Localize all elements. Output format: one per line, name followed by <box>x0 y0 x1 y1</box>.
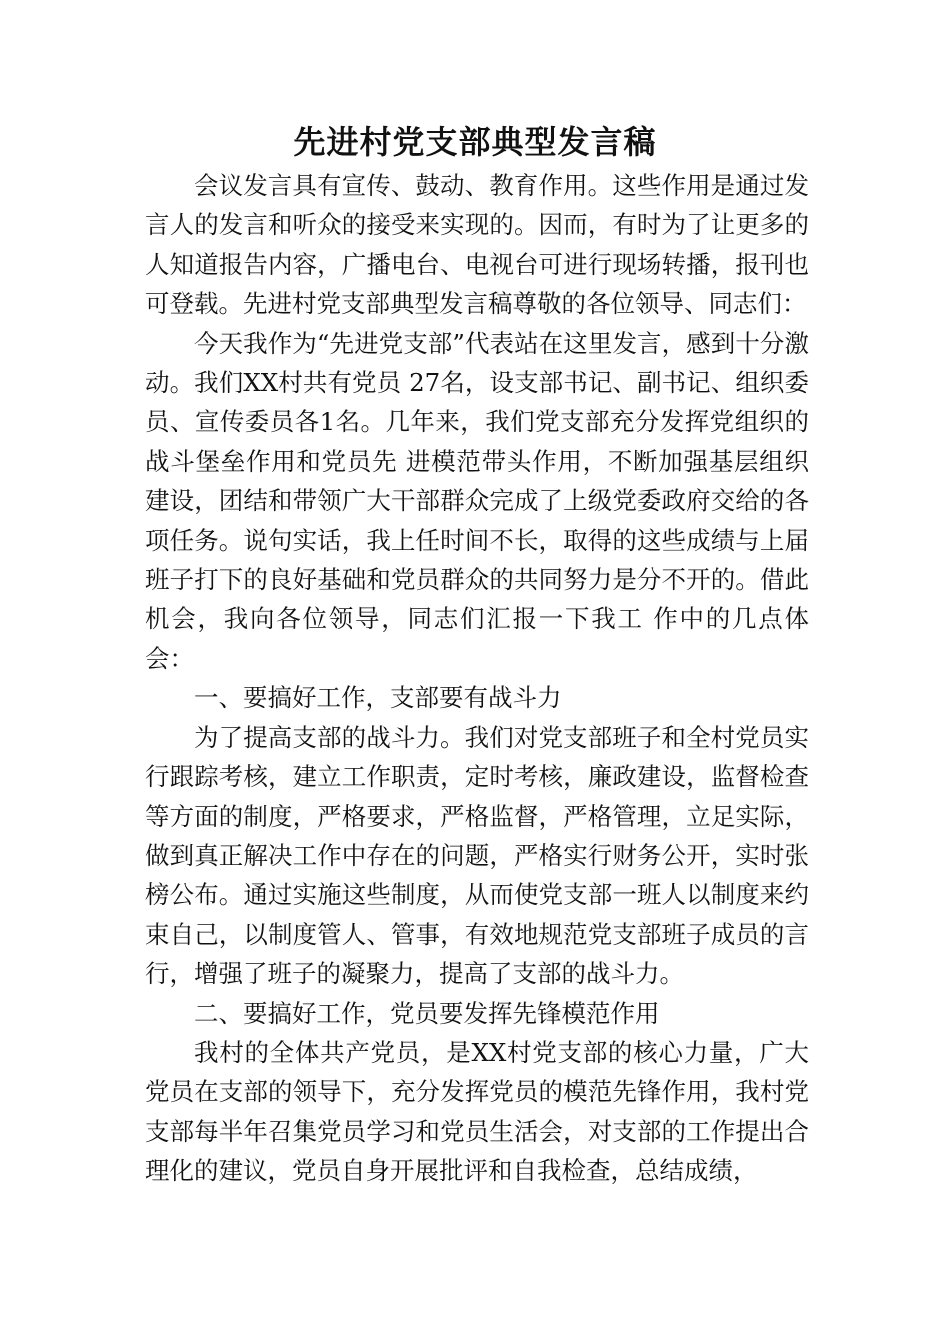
paragraph-intro: 会议发言具有宣传、鼓动、教育作用。这些作用是通过发言人的发言和听众的接受来实现的。因而，有时为了让更多的人知道报告内容，广播电台、电视台可进行现场转播，报刊也可登载。先进村党支部典型发言稿尊敬的各位领导、同志们： <box>145 171 809 319</box>
paragraph-section-2: 我村的全体共产党员，是XX村党支部的核心力量，广大党员在支部的领导下，充分发挥党员的模范先锋作用，我村党支部每半年召集党员学习和党员生活会，对支部的工作提出合理化的建议，党员自身开展批评和自我检查，总结成绩， <box>145 1037 809 1186</box>
document-title: 先进村党支部典型发言稿 <box>293 123 657 161</box>
paragraph-section-1: 为了提高支部的战斗力。我们对党支部班子和全村党员实行跟踪考核，建立工作职责，定时考核，廉政建设，监督检查等方面的制度，严格要求，严格监督，严格管理，立足实际，做到真正解决工作中存在的问题，严格实行财务公开，实时张榜公布。通过实施这些制度，从而使党支部一班人以制度来约束自己，以制度管人、管事，有效地规范党支部班子成员的言行，增强了班子的凝聚力，提高了支部的战斗力。 <box>145 722 809 989</box>
section-heading-2: 二、要搞好工作，党员要发挥先锋模范作用 <box>194 998 660 1028</box>
document-body <box>145 166 809 1191</box>
paragraph-opening-remarks: 今天我作为“先进党支部”代表站在这里发言，感到十分激动。我们XX村共有党员 27名，设支部书记、副书记、组织委员、宣传委员各1名。几年来，我们党支部充分发挥党组织的战斗堡垒作用和党员先 进模范带头作用，不断加强基层组织建设，团结和带领广大干部群众完成了上级党委政府交给的各项任务。说句实话，我上任时间不长，取得的这些成绩与上届班子打下的良好基础和党员群众的共同努力是分不开的。借此机会，我向各位领导，同志们汇报一下我工 作中的几点体会： <box>145 328 809 673</box>
section-heading-1: 一、要搞好工作，支部要有战斗力 <box>194 683 562 713</box>
